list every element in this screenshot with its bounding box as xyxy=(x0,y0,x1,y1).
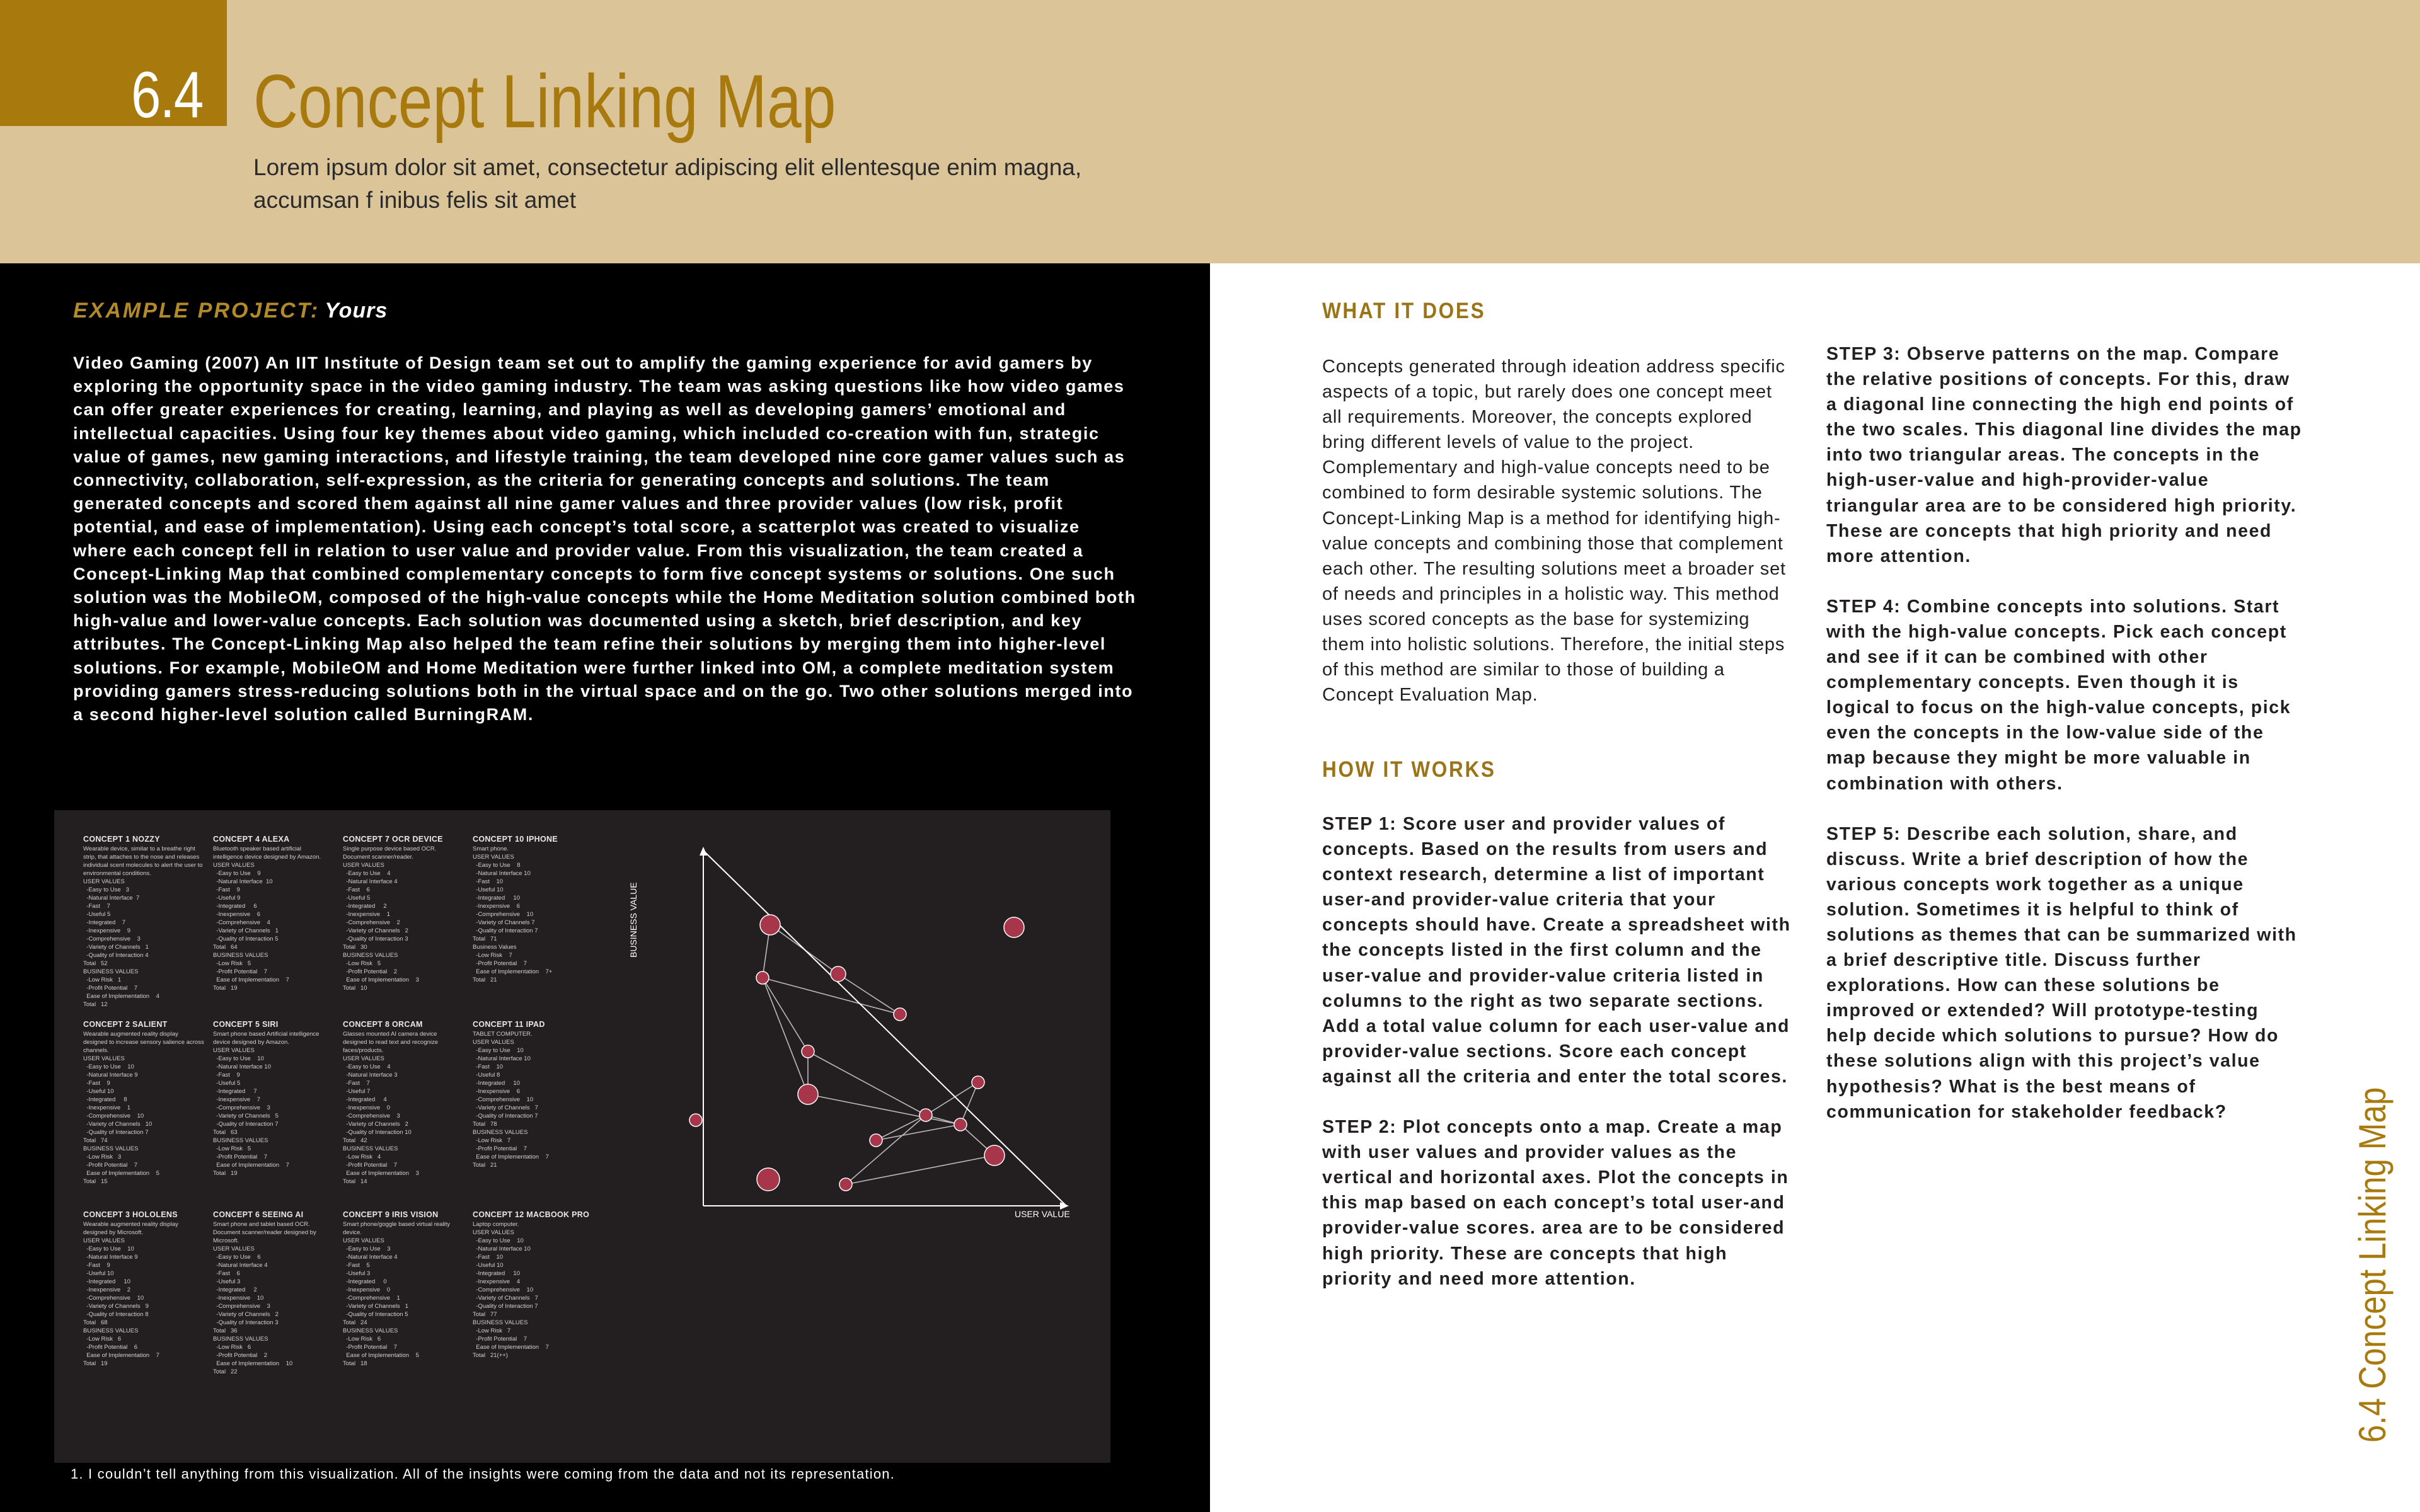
concept-title: CONCEPT 6 SEEING AI xyxy=(213,1210,304,1219)
concept-line: TABLET COMPUTER. xyxy=(473,1031,533,1038)
concept-line: -Comprehensive 1 xyxy=(343,1295,400,1302)
how-it-works-heading: HOW IT WORKS xyxy=(1322,757,1496,782)
concept-line: -Quality of Interaction 5 xyxy=(213,936,279,942)
concept-line: BUSINESS VALUES xyxy=(213,1336,268,1343)
concept-line: -Fast 7 xyxy=(83,903,110,910)
concept-line: Smart phone based Artificial intelligence xyxy=(213,1031,320,1038)
concept-line: -Comprehensive 10 xyxy=(473,1096,534,1103)
section-number: 6.4 xyxy=(131,59,203,132)
concept-line: -Inexpensive 10 xyxy=(213,1295,264,1302)
concept-line: -Fast 10 xyxy=(473,1254,504,1261)
concept-line: USER VALUES xyxy=(473,1039,514,1046)
concept-line: -Natural Interface 9 xyxy=(83,1072,138,1079)
concept-line: faces/products. xyxy=(343,1047,384,1054)
concept-line: -Inexpensive 1 xyxy=(343,911,390,918)
concept-card xyxy=(343,1021,463,1186)
concept-line: Total 52 xyxy=(83,960,108,967)
link-line xyxy=(763,978,900,1014)
concept-card xyxy=(213,1021,333,1177)
page-title: Concept Linking Map xyxy=(253,59,836,144)
concept-line: device designed by Amazon. xyxy=(213,1039,289,1046)
concept-line: designed to increase sensory salience across xyxy=(83,1039,204,1046)
concept-point xyxy=(831,966,846,982)
concept-line: -Easy to Use 4 xyxy=(343,1063,391,1070)
concept-line: -Natural Interface 10 xyxy=(213,1063,271,1070)
concept-line: designed to read text and recognize xyxy=(343,1039,439,1046)
concept-line: Total 18 xyxy=(343,1360,367,1367)
y-axis-label: BUSINESS VALUE xyxy=(628,882,638,958)
concept-line: Ease of Implementation 7+ xyxy=(473,968,553,975)
concept-line: Total 15 xyxy=(83,1178,108,1185)
concept-title: CONCEPT 12 MACBOOK PRO xyxy=(473,1210,590,1219)
concept-line: -Fast 5 xyxy=(343,1262,370,1269)
concept-line: -Variety of Channels 1 xyxy=(213,927,279,934)
concept-line: Ease of Implementation 4 xyxy=(83,993,159,1000)
concept-point xyxy=(689,1114,702,1126)
concept-line: Wearable augmented reality display xyxy=(83,1221,178,1228)
concept-line: -Comprehensive 3 xyxy=(213,1303,270,1310)
concept-line: -Natural Interface 10 xyxy=(213,878,273,885)
concept-line: Total 64 xyxy=(213,944,238,951)
concept-line: -Natural Interface 3 xyxy=(343,1072,398,1079)
concept-line: -Profit Potential 7 xyxy=(343,1162,398,1169)
concept-line: -Low Risk 5 xyxy=(343,960,381,967)
link-line xyxy=(926,1082,978,1115)
what-it-does-heading: WHAT IT DOES xyxy=(1322,299,1486,323)
concept-line: -Integrated 7 xyxy=(83,919,126,926)
concept-line: -Inexpensive 2 xyxy=(83,1286,130,1293)
concept-line: -Integrated 4 xyxy=(343,1096,387,1103)
concept-line: individual scent molecules to alert the user to xyxy=(83,862,203,869)
concept-line: USER VALUES xyxy=(83,1055,125,1062)
concept-line: -Variety of Channels 7 xyxy=(473,1295,538,1302)
concept-line: -Variety of Channels 9 xyxy=(83,1303,149,1310)
concept-line: -Integrated 7 xyxy=(213,1088,257,1095)
concept-title: CONCEPT 2 SALIENT xyxy=(83,1020,168,1029)
concept-line: -Integrated 2 xyxy=(213,1286,257,1293)
concept-point xyxy=(802,1045,814,1058)
concept-line: -Integrated 10 xyxy=(473,895,520,902)
concept-line: -Low Risk 4 xyxy=(343,1154,381,1160)
concept-line: -Useful 7 xyxy=(343,1088,371,1095)
concept-line: USER VALUES xyxy=(213,862,255,869)
concept-title: CONCEPT 5 SIRI xyxy=(213,1020,279,1029)
concept-line: -Comprehensive 10 xyxy=(473,1286,534,1293)
concept-line: -Inexpensive 0 xyxy=(343,1104,390,1111)
concept-line: -Comprehensive 2 xyxy=(343,919,400,926)
concept-line: -Useful 3 xyxy=(213,1278,241,1285)
concept-line: -Variety of Channels 1 xyxy=(83,944,149,951)
concept-line: -Fast 10 xyxy=(473,878,504,885)
link-line xyxy=(808,1094,960,1125)
concept-line: -Useful 8 xyxy=(473,1072,500,1079)
concept-line: -Comprehensive 10 xyxy=(473,911,534,918)
what-it-does-body: Concepts generated through ideation address specific aspects of a topic, but rarely does one concept meet all requirements. Moreover, the concepts explored bring different levels of value to the project. Complementary and high-value concepts need to be combined to form desirable systemic solutions. The Concept-Linking Map is a method for identifying high-value concepts and combining those that complement each other. The resulting solutions meet a broader set of needs and principles in a holistic way. This method uses scored concepts as the base for systemizing them into holistic solutions. Therefore, the initial steps of this method are similar to those of building a Concept Evaluation Map. xyxy=(1322,357,1786,706)
concept-line: -Natural Interface 10 xyxy=(473,870,531,877)
concept-line: Wearable augmented reality display xyxy=(83,1031,178,1038)
concept-line: -Comprehensive 3 xyxy=(343,1113,400,1120)
concept-point xyxy=(972,1076,984,1089)
concept-line: Total 21 xyxy=(473,976,497,983)
header-band xyxy=(0,0,2420,263)
concept-line: -Easy to Use 3 xyxy=(83,886,129,893)
concept-point xyxy=(760,915,780,935)
figure-caption: 1. I couldn’t tell anything from this visualization. All of the insights were coming from the data and not its representation. xyxy=(71,1466,896,1482)
concept-card xyxy=(213,835,333,992)
concept-line: -Comprehensive 10 xyxy=(83,1113,144,1120)
concept-line: Total 19 xyxy=(213,1170,238,1177)
concept-line: -Easy to Use 10 xyxy=(213,1055,264,1062)
concept-line: BUSINESS VALUES xyxy=(213,1137,268,1144)
concept-line: BUSINESS VALUES xyxy=(83,1327,139,1334)
concept-line: environmental conditions. xyxy=(83,870,151,877)
concept-line: BUSINESS VALUES xyxy=(83,968,139,975)
concept-line: -Variety of Channels 7 xyxy=(473,919,535,926)
concept-line: BUSINESS VALUES xyxy=(343,1145,398,1152)
concept-line: USER VALUES xyxy=(213,1047,255,1054)
concept-line: Total 71 xyxy=(473,936,497,942)
concept-line: -Variety of Channels 2 xyxy=(343,927,408,934)
concept-line: Total 22 xyxy=(213,1368,238,1375)
concept-line: -Useful 5 xyxy=(83,911,111,918)
concept-line: -Natural Interface 4 xyxy=(213,1262,268,1269)
concept-line: -Quality of Interaction 7 xyxy=(473,1303,538,1310)
concept-card xyxy=(473,1211,592,1360)
concept-line: -Natural Interface 4 xyxy=(343,878,398,885)
concept-line: Ease of Implementation 5 xyxy=(83,1170,159,1177)
concept-line: BUSINESS VALUES xyxy=(473,1129,528,1136)
link-line xyxy=(763,978,808,1094)
concept-point xyxy=(954,1118,967,1131)
concept-line: BUSINESS VALUES xyxy=(213,952,268,959)
concept-line: BUSINESS VALUES xyxy=(343,1327,398,1334)
concept-line: -Quality of Interaction 7 xyxy=(213,1121,279,1128)
concept-line: Total 10 xyxy=(343,985,367,992)
step-4: STEP 4: Combine concepts into solutions. Start with the high-value concepts. Pick each concept and see if it can be combined with other complementary concepts. Even though it is logical to focus on the high-value concepts, pick even the concepts in the low-value side of the map because they might be more valuable in combination with others. xyxy=(1826,596,2291,794)
concept-line: -Easy to Use 4 xyxy=(343,870,391,877)
concept-point xyxy=(756,971,769,984)
concept-line: Total 21(++) xyxy=(473,1352,508,1359)
concept-line: -Fast 9 xyxy=(83,1262,110,1269)
concept-line: Ease of Implementation 7 xyxy=(473,1344,549,1351)
concept-line: -Useful 9 xyxy=(213,895,241,902)
concept-line: Smart phone. xyxy=(473,845,509,852)
concept-line: USER VALUES xyxy=(473,1229,514,1236)
concept-line: Total 36 xyxy=(213,1327,238,1334)
link-line xyxy=(846,1155,994,1184)
concept-line: -Fast 6 xyxy=(343,886,370,893)
concept-point xyxy=(984,1145,1005,1166)
concept-line: -Integrated 6 xyxy=(213,903,257,910)
concept-point xyxy=(870,1134,882,1147)
concept-points xyxy=(689,915,1024,1191)
concept-line: -Profit Potential 7 xyxy=(213,1154,268,1160)
concept-line: -Profit Potential 7 xyxy=(83,985,138,992)
concept-line: Document scanner/reader designed by xyxy=(213,1229,316,1236)
concept-line: -Useful 3 xyxy=(343,1270,371,1277)
concept-line: -Easy to Use 10 xyxy=(473,1237,524,1244)
concept-card xyxy=(473,835,592,984)
concept-line: -Low Risk 7 xyxy=(473,1327,511,1334)
concept-line: intelligence device designed by Amazon. xyxy=(213,854,321,861)
concept-line: device. xyxy=(343,1229,362,1236)
concept-line: -Profit Potential 2 xyxy=(343,968,398,975)
concept-line: -Quality of Interaction 4 xyxy=(83,952,149,959)
concept-line: -Useful 5 xyxy=(343,895,371,902)
concept-line: -Easy to Use 3 xyxy=(343,1246,391,1252)
concept-line: -Natural Interface 9 xyxy=(83,1254,138,1261)
concept-line: -Low Risk 6 xyxy=(343,1336,381,1343)
concept-line: -Easy to Use 8 xyxy=(473,862,521,869)
concept-card xyxy=(83,1021,203,1186)
concept-line: -Profit Potential 2 xyxy=(213,1352,268,1359)
concept-line: Total 42 xyxy=(343,1137,367,1144)
concept-line: Bluetooth speaker based artificial xyxy=(213,845,301,852)
concept-line: USER VALUES xyxy=(343,862,384,869)
concept-line: -Easy to Use 9 xyxy=(213,870,261,877)
concept-line: -Low Risk 6 xyxy=(83,1336,122,1343)
concept-line: -Integrated 10 xyxy=(473,1080,520,1087)
concept-line: -Integrated 8 xyxy=(83,1096,127,1103)
concept-line: Total 74 xyxy=(83,1137,108,1144)
concept-card xyxy=(213,1211,333,1376)
concept-line: -Integrated 2 xyxy=(343,903,387,910)
concept-card xyxy=(83,835,203,1009)
concept-line: -Low Risk 7 xyxy=(473,1137,511,1144)
link-line xyxy=(763,978,808,1051)
concept-line: -Profit Potential 7 xyxy=(473,1145,527,1152)
concept-line: -Comprehensive 10 xyxy=(83,1295,144,1302)
concept-line: -Quality of Interaction 8 xyxy=(83,1311,149,1318)
concept-line: -Inexpensive 0 xyxy=(343,1286,390,1293)
concept-line: Document scanner/reader. xyxy=(343,854,413,861)
concept-line: -Useful 10 xyxy=(83,1088,114,1095)
link-line xyxy=(838,974,900,1014)
concept-line: Ease of Implementation 7 xyxy=(473,1154,549,1160)
concept-line: -Quality of Interaction 7 xyxy=(83,1129,149,1136)
concept-line: -Natural Interface 7 xyxy=(83,895,140,902)
concept-line: Total 68 xyxy=(83,1319,108,1326)
concept-linking-scatter xyxy=(625,844,1079,1273)
concept-title: CONCEPT 1 NOZZY xyxy=(83,835,160,844)
concept-line: -Profit Potential 7 xyxy=(213,968,268,975)
example-label-prefix: EXAMPLE PROJECT: xyxy=(73,299,320,323)
concept-line: -Comprehensive 4 xyxy=(213,919,270,926)
x-axis-label: USER VALUE xyxy=(1015,1209,1070,1219)
concept-line: -Integrated 10 xyxy=(473,1270,520,1277)
concept-line: -Easy to Use 10 xyxy=(473,1047,524,1054)
concept-line: channels. xyxy=(83,1047,109,1054)
concept-line: -Low Risk 6 xyxy=(213,1344,251,1351)
concept-point xyxy=(757,1168,780,1191)
concept-line: -Inexpensive 7 xyxy=(213,1096,260,1103)
example-label xyxy=(73,299,388,323)
concept-line: Total 19 xyxy=(83,1360,108,1367)
concept-title: CONCEPT 7 OCR DEVICE xyxy=(343,835,443,844)
example-label-value: Yours xyxy=(325,299,388,323)
concept-line: -Variety of Channels 5 xyxy=(213,1113,279,1120)
concept-line: -Fast 10 xyxy=(473,1063,504,1070)
concept-card xyxy=(473,1021,592,1169)
concept-line: -Comprehensive 3 xyxy=(83,936,141,942)
concept-line: -Integrated 10 xyxy=(83,1278,130,1285)
concept-line: -Quality of Interaction 7 xyxy=(473,1113,538,1120)
concept-line: -Inexpensive 6 xyxy=(473,1088,520,1095)
concept-line: -Profit Potential 7 xyxy=(473,1336,527,1343)
concept-figure xyxy=(54,810,1110,1463)
concept-line: -Integrated 0 xyxy=(343,1278,387,1285)
concept-line: -Natural Interface 10 xyxy=(473,1246,531,1252)
concept-line: designed by Microsoft. xyxy=(83,1229,144,1236)
concept-line: -Useful 10 xyxy=(473,886,504,893)
concept-line: Ease of Implementation 7 xyxy=(213,1162,289,1169)
concept-line: -Variety of Channels 10 xyxy=(83,1121,153,1128)
concept-title: CONCEPT 8 ORCAM xyxy=(343,1020,423,1029)
link-line xyxy=(876,1125,960,1140)
concept-point xyxy=(1004,917,1024,937)
concept-line: Wearable device, similar to a breathe right xyxy=(83,845,195,852)
concept-title: CONCEPT 11 IPAD xyxy=(473,1020,545,1029)
concept-line: -Variety of Channels 2 xyxy=(213,1311,279,1318)
concept-line: USER VALUES xyxy=(343,1237,384,1244)
step-1: STEP 1: Score user and provider values of concepts. Based on the results from users and context research, determine a list of important user-and provider-value criteria that your concepts should have. Create a spreadsheet with the concepts listed in the first column and the user-value and provider-value criteria listed in columns to the right as two separate sections. Add a total value column for each user-value and provider-value sections. Score each concept against all the criteria and enter the total scores. xyxy=(1322,814,1791,1087)
how-it-works-column-2 xyxy=(1826,341,2305,1150)
concept-line: USER VALUES xyxy=(343,1055,384,1062)
concept-line: -Natural Interface 10 xyxy=(473,1055,531,1062)
concept-line: Total 24 xyxy=(343,1319,367,1326)
concept-line: -Profit Potential 7 xyxy=(473,960,527,967)
concept-line: -Quality of Interaction 3 xyxy=(213,1319,279,1326)
concept-point xyxy=(839,1178,852,1191)
concept-line: -Useful 10 xyxy=(473,1262,504,1269)
concept-card xyxy=(343,1211,463,1368)
side-title: 6.4 Concept Linking Map xyxy=(2351,1087,2394,1443)
concept-line: -Low Risk 7 xyxy=(473,952,512,959)
concept-line: USER VALUES xyxy=(473,854,514,861)
concept-line: -Profit Potential 7 xyxy=(343,1344,398,1351)
concept-point xyxy=(919,1109,932,1121)
concept-line: BUSINESS VALUES xyxy=(343,952,398,959)
concept-line: -Profit Potential 7 xyxy=(83,1162,138,1169)
concept-line: -Low Risk 1 xyxy=(83,976,122,983)
concept-line: -Fast 9 xyxy=(83,1080,110,1087)
concept-line: -Variety of Channels 7 xyxy=(473,1104,538,1111)
diagonal-line xyxy=(703,850,1066,1206)
how-it-works-column-1 xyxy=(1322,811,1801,1317)
concept-line: -Inexpensive 6 xyxy=(473,903,520,910)
concept-line: Total 14 xyxy=(343,1178,367,1185)
concept-line: BUSINESS VALUES xyxy=(473,1319,528,1326)
concept-line: -Quality of Interaction 10 xyxy=(343,1129,412,1136)
concept-line: -Easy to Use 10 xyxy=(83,1063,134,1070)
concept-line: -Quality of Interaction 5 xyxy=(343,1311,408,1318)
concept-line: Smart phone/goggle based virtual reality xyxy=(343,1221,451,1228)
section-number-box xyxy=(0,0,227,132)
concept-line: Smart phone and tablet based OCR. xyxy=(213,1221,310,1228)
concept-line: -Variety of Channels 2 xyxy=(343,1121,408,1128)
concept-line: -Low Risk 3 xyxy=(83,1154,122,1160)
concept-line: Total 77 xyxy=(473,1311,497,1318)
concept-line: -Inexpensive 9 xyxy=(83,927,130,934)
concept-line: -Easy to Use 6 xyxy=(213,1254,261,1261)
concept-line: USER VALUES xyxy=(83,1237,125,1244)
concept-line: Ease of Implementation 7 xyxy=(213,976,289,983)
concept-line: Total 78 xyxy=(473,1121,497,1128)
concept-title: CONCEPT 9 IRIS VISION xyxy=(343,1210,439,1219)
step-5: STEP 5: Describe each solution, share, and discuss. Write a brief description of how the various concepts work together as a unique solution. Sometimes it is helpful to think of solutions as themes that can be summarized with a brief descriptive title. Discuss further explorations. How can these solutions be improved or extended? Will prototype-testing help decide which solutions to pursue? How do these solutions align with this project’s value hypothesis? What is the best means of communication for stakeholder feedback? xyxy=(1826,823,2297,1122)
concept-line: Total 12 xyxy=(83,1001,108,1008)
concept-line: Microsoft. xyxy=(213,1237,239,1244)
concept-line: Ease of Implementation 10 xyxy=(213,1360,293,1367)
concept-line: Ease of Implementation 5 xyxy=(343,1352,419,1359)
concept-line: Glasses mounted AI camera device xyxy=(343,1031,437,1038)
concept-line: USER VALUES xyxy=(213,1246,255,1252)
concept-title: CONCEPT 3 HOLOLENS xyxy=(83,1210,178,1219)
page-subtitle: Lorem ipsum dolor sit amet, consectetur adipiscing elit ellentesque enim magna, accumsan f inibus felis sit amet xyxy=(253,154,1082,213)
concept-line: -Easy to Use 10 xyxy=(83,1246,134,1252)
concept-line: -Fast 9 xyxy=(213,1072,240,1079)
concept-line: BUSINESS VALUES xyxy=(83,1145,139,1152)
concept-line: -Inexpensive 1 xyxy=(83,1104,130,1111)
concept-line: Ease of Implementation 3 xyxy=(343,976,419,983)
concept-line: Ease of Implementation 3 xyxy=(343,1170,419,1177)
concept-line: -Useful 5 xyxy=(213,1080,241,1087)
concept-line: Business Values xyxy=(473,944,517,951)
link-line xyxy=(846,1115,926,1184)
example-body: Video Gaming (2007) An IIT Institute of Design team set out to amplify the gaming experience for avid gamers by exploring the opportunity space in the video gaming industry. The team was asking questions like how video games can offer greater experiences for creating, learning, and playing as well as developing gamers’ emotional and intellectual capacities. Using four key themes about video gaming, which included co-creation with fun, strategic value of games, new gaming interactions, and lifestyle training, the team developed nine core gamer values such as connectivity, collaboration, self-expression, as the criteria for generating concepts and solutions. The team generated concepts and scored them against all nine gamer values and three provider values (low risk, profit potential, and ease of implementation). Using each concept’s total score, a scatterplot was created to visualize where each concept fell in relation to user value and provider value. From this visualization, the team created a Concept-Linking Map that combined complementary concepts to form five concept systems or solutions. One such solution was the MobileOM, composed of the high-value concepts while the Home Meditation solution combined both high-value and lower-value concepts. Each solution was documented using a sketch, brief description, and key attributes. The Concept-Linking Map also helped the team refine their solutions by merging them into higher-level solutions. For example, MobileOM and Home Meditation were further linked into OM, a complete meditation system providing gamers stress-reducing solutions both in the virtual space and on the go. Two other solutions merged into a second higher-level solution called BurningRAM. xyxy=(73,353,1136,724)
concept-line: -Low Risk 5 xyxy=(213,1145,251,1152)
concept-line: -Fast 7 xyxy=(343,1080,370,1087)
concept-line: -Useful 10 xyxy=(83,1270,114,1277)
concept-title: CONCEPT 10 IPHONE xyxy=(473,835,558,844)
concept-line: -Fast 9 xyxy=(213,886,240,893)
concept-line: -Variety of Channels 1 xyxy=(343,1303,408,1310)
concept-line: USER VALUES xyxy=(83,878,125,885)
link-line xyxy=(960,1082,978,1125)
concept-line: Total 21 xyxy=(473,1162,497,1169)
concept-line: strip, that attaches to the nose and releases xyxy=(83,854,200,861)
concept-line: Total 19 xyxy=(213,985,238,992)
concept-line: -Comprehensive 3 xyxy=(213,1104,270,1111)
concept-line: -Fast 6 xyxy=(213,1270,240,1277)
concept-line: Laptop computer. xyxy=(473,1221,519,1228)
concept-line: -Natural Interface 4 xyxy=(343,1254,398,1261)
scatter-axes xyxy=(700,847,1069,1210)
concept-point xyxy=(798,1084,818,1104)
concept-line: Total 63 xyxy=(213,1129,238,1136)
step-2: STEP 2: Plot concepts onto a map. Create a map with user values and provider values as the vertical and horizontal axes. Plot the concepts in this map based on each concept’s total user-and provider-value scores. area are to be considered high priority. These are concepts that high priority and need more attention. xyxy=(1322,1117,1789,1289)
concept-card xyxy=(83,1211,203,1368)
concept-line: -Inexpensive 6 xyxy=(213,911,260,918)
step-3: STEP 3: Observe patterns on the map. Compare the relative positions of concepts. For this, draw a diagonal line connecting the high end points of the two scales. This diagonal line divides the map into two triangular areas. The concepts in the high-user-value and high-provider-value triangular area are to be considered high priority. These are concepts that high priority and need more attention. xyxy=(1826,344,2302,566)
concept-line: Single purpose device based OCR. xyxy=(343,845,437,852)
concept-point xyxy=(894,1008,906,1021)
concept-card xyxy=(343,835,463,992)
concept-line: -Quality of Interaction 3 xyxy=(343,936,408,942)
concept-line: Total 30 xyxy=(343,944,367,951)
concept-line: -Inexpensive 4 xyxy=(473,1278,520,1285)
concept-line: -Low Risk 5 xyxy=(213,960,251,967)
concept-line: -Quality of Interaction 7 xyxy=(473,927,538,934)
example-panel xyxy=(0,263,1210,1512)
concept-line: Ease of Implementation 7 xyxy=(83,1352,159,1359)
concept-line: -Profit Potential 6 xyxy=(83,1344,138,1351)
concept-title: CONCEPT 4 ALEXA xyxy=(213,835,290,844)
